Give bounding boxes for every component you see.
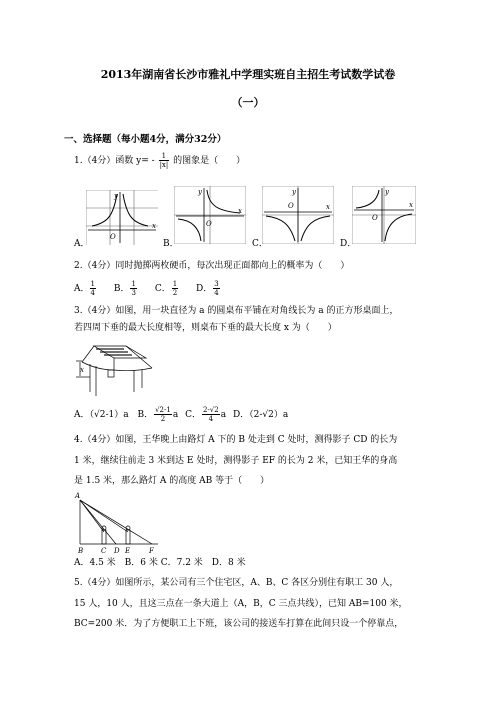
svg-text:B: B	[78, 547, 84, 555]
svg-text:O: O	[372, 214, 378, 222]
svg-text:y: y	[292, 188, 296, 196]
svg-text:O: O	[288, 202, 294, 210]
svg-text:y: y	[198, 188, 202, 196]
svg-text:y: y	[385, 188, 389, 196]
svg-text:x: x	[152, 222, 156, 230]
q4-line3: 是 1.5 米，那么路灯 A 的高度 AB 等于（ ）	[74, 476, 270, 486]
q1-option-b: B．	[163, 239, 179, 249]
svg-text:F: F	[149, 547, 154, 555]
q1-graph-d	[352, 186, 416, 244]
svg-text:A: A	[75, 492, 81, 500]
q5-line1: 5.（4分）如图所示，某公司有三个住宅区，A、B、C 各区分别住有职工 30 人，	[74, 578, 399, 588]
svg-text:x: x	[80, 366, 84, 374]
q1-option-d: D．	[340, 239, 357, 249]
q3-table-figure	[74, 340, 164, 400]
q1-graph-b	[174, 186, 246, 244]
q3-line1: 3.（4分）如图，用一块直径为 a 的圆桌布平铺在对角线长为 a 的正方形桌面上，	[74, 306, 399, 316]
svg-text:x: x	[238, 207, 242, 215]
page-subtitle: （一）	[231, 96, 265, 109]
q2-options: A． $\frac{1}{4}$ B． $\frac{1}{3}$ C． $\frac{1}{2}$ D． $\frac{3}{4}$	[74, 280, 219, 297]
q1-option-a: A．	[74, 239, 90, 249]
q4-line1: 4.（4分）如图，王华晚上由路灯 A 下的 B 处走到 C 处时，测得影子 CD 的长为	[74, 435, 398, 445]
svg-text:C: C	[101, 547, 107, 555]
q1-stem: 1.（4分）函数 y= - $\frac{1}{|x|}$ 的图象是（ ）	[74, 152, 246, 169]
q5-line2: 15 人，10 人，且这三点在一条大道上（A，B，C 三点共线），已知 AB=100 米，	[74, 599, 408, 609]
q4-lamp-figure	[74, 490, 164, 556]
q3-options: A．（√2-1）a B． $\frac{√2-1}{2}$ a C． $\frac{2-√2}{4}$ a D．（2-√2）a	[74, 406, 289, 423]
q1-fraction: $\frac{1}{|x|}$	[159, 152, 169, 169]
svg-text:O: O	[110, 233, 116, 241]
q3-line2: 若四周下垂的最大长度相等，则桌布下垂的最大长度 x 为（ ）	[74, 323, 337, 333]
svg-text:O: O	[206, 220, 212, 228]
section-heading: 一、选择题（每小题4分，满分32分）	[64, 134, 227, 145]
q1-graph-c	[262, 186, 334, 244]
svg-text:x: x	[409, 201, 413, 209]
q5-line3: BC=200 米．为了方便职工上下班，该公司的接送车打算在此间只设一个停靠点，	[74, 619, 404, 629]
svg-text:D: D	[114, 547, 120, 555]
q4-options: A．4.5 米 B．6 米 C．7.2 米 D．8 米	[74, 558, 246, 568]
q1-option-c: C．	[252, 239, 268, 249]
q2-stem: 2.（4分）同时抛掷两枚硬币，每次出现正面都向上的概率为（ ）	[74, 261, 350, 271]
q1-graph-a	[86, 190, 158, 245]
svg-text:E: E	[125, 547, 131, 555]
q4-line2: 1 米，继续往前走 3 米到达 E 处时，测得影子 EF 的长为 2 米，已知王华的身高	[74, 456, 398, 466]
svg-text:x: x	[326, 203, 330, 211]
page-title: 2013年湖南省长沙市雅礼中学理实班自主招生考试数学试卷	[100, 68, 396, 81]
svg-text:y: y	[114, 192, 118, 200]
